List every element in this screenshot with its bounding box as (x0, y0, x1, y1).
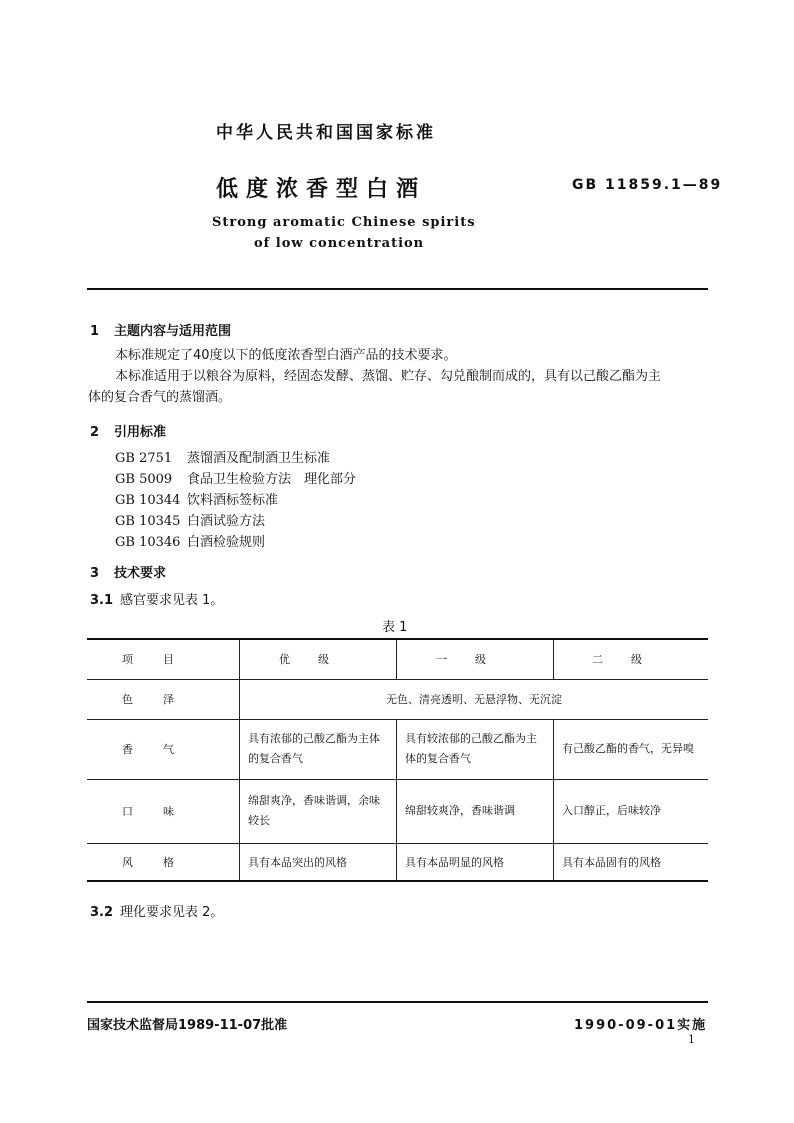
reference-item (115, 447, 330, 466)
section-1-paragraph-2: 本标准适用于以粮谷为原料，经固态发酵、蒸馏、贮存、勾兑酿制而成的，具有以己酸乙酯为主 (115, 369, 662, 384)
row-grade-2: 具有本品固有的风格 (554, 843, 709, 881)
clause-text: 理化要求见表 2。 (120, 905, 224, 920)
section-3-heading (90, 562, 166, 581)
clause-number: 3.1 (90, 593, 114, 608)
clause-text: 感官要求见表 1。 (120, 593, 224, 608)
row-item: 色泽 (87, 679, 240, 719)
footer-divider (87, 1001, 708, 1003)
reference-code: GB 2751 (115, 451, 173, 466)
row-premium: 具有浓郁的己酸乙酯为主体的复合香气 (240, 719, 397, 779)
header-premium: 优级 (240, 639, 397, 679)
reference-code: GB 10346 (115, 535, 181, 550)
table-row (87, 719, 708, 779)
effective-date: 1990-09-01实施 (574, 1018, 708, 1033)
reference-item (115, 510, 265, 529)
row-grade-1: 具有本品明显的风格 (397, 843, 554, 881)
header-divider (87, 288, 708, 290)
header-item: 项目 (87, 639, 240, 679)
reference-name: 白酒试验方法 (187, 514, 266, 529)
reference-code: GB 10344 (115, 493, 181, 508)
section-1-heading (90, 320, 231, 339)
row-grade-1: 具有较浓郁的己酸乙酯为主体的复合香气 (397, 719, 554, 779)
clause-3-2 (90, 903, 223, 923)
table-row (87, 843, 708, 881)
approval-date: 国家技术监督局1989-11-07批准 (87, 1018, 288, 1033)
page-number: 1 (688, 1033, 695, 1046)
table-1-title: 表 1 (382, 620, 408, 635)
sensory-requirements-table (87, 638, 708, 882)
document-title: 低度浓香型白酒 (216, 177, 427, 202)
standard-number: GB 11859.1—89 (572, 177, 723, 193)
row-merged-value: 无色、清亮透明、无悬浮物、无沉淀 (240, 679, 709, 719)
section-title: 技术要求 (114, 566, 167, 581)
section-title: 主题内容与适用范围 (114, 324, 232, 339)
section-number: 2 (90, 425, 100, 440)
row-item: 口味 (87, 779, 240, 843)
section-1-paragraph-1: 本标准规定了40度以下的低度浓香型白酒产品的技术要求。 (115, 348, 457, 363)
english-title-line-1: Strong aromatic Chinese spirits (212, 215, 476, 230)
clause-3-1 (90, 591, 223, 611)
section-number: 3 (90, 566, 100, 581)
row-premium: 绵甜爽净，香味谐调，余味较长 (240, 779, 397, 843)
section-2-heading (90, 421, 166, 440)
row-grade-1: 绵甜较爽净，香味谐调 (397, 779, 554, 843)
reference-code: GB 10345 (115, 514, 181, 529)
reference-item (115, 531, 265, 550)
reference-item (115, 468, 356, 487)
table-row (87, 779, 708, 843)
reference-name: 蒸馏酒及配制酒卫生标准 (187, 451, 331, 466)
section-title: 引用标准 (114, 425, 167, 440)
reference-item (115, 489, 278, 508)
row-item: 风格 (87, 843, 240, 881)
reference-code: GB 5009 (115, 472, 173, 487)
clause-number: 3.2 (90, 905, 114, 920)
header-grade-2: 二级 (554, 639, 709, 679)
table-row (87, 679, 708, 719)
section-1-paragraph-2-cont: 体的复合香气的蒸馏酒。 (88, 390, 232, 405)
reference-name: 饮料酒标签标准 (187, 493, 279, 508)
section-number: 1 (90, 324, 100, 339)
row-premium: 具有本品突出的风格 (240, 843, 397, 881)
table-header-row (87, 639, 708, 679)
standard-org-header: 中华人民共和国国家标准 (216, 123, 436, 143)
english-title-line-2: of low concentration (254, 236, 425, 251)
reference-name: 食品卫生检验方法 理化部分 (187, 472, 357, 487)
row-grade-2: 有己酸乙酯的香气，无异嗅 (554, 719, 709, 779)
row-item: 香气 (87, 719, 240, 779)
reference-name: 白酒检验规则 (187, 535, 266, 550)
row-grade-2: 入口醇正，后味较净 (554, 779, 709, 843)
header-grade-1: 一级 (397, 639, 554, 679)
